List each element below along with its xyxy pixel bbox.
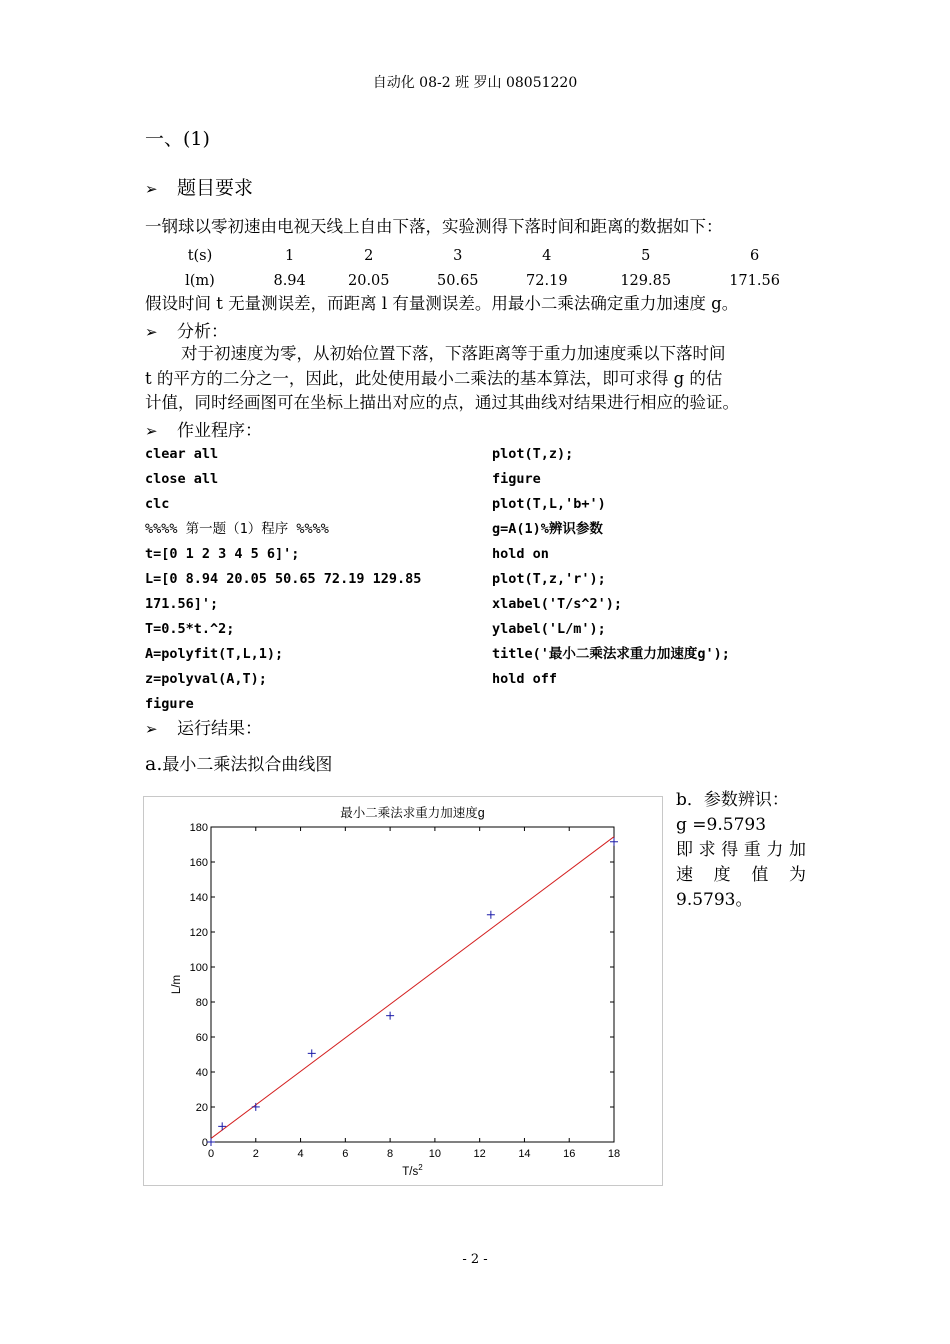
heading-requirements-text: 题目要求 xyxy=(177,177,254,199)
code-line: close all xyxy=(145,471,219,487)
data-table xyxy=(145,243,809,293)
table-label: l(m) xyxy=(185,272,215,289)
y-tick-label: 0 xyxy=(201,1137,208,1149)
page-header: 自动化 08-2 班 罗山 08051220 xyxy=(372,75,578,91)
code-line: %%%% 第一题（1）程序 %%%% xyxy=(145,521,329,537)
problem-text: 一钢球以零初速由电视天线上自由下落，实验测得下落时间和距离的数据如下： xyxy=(145,217,723,236)
code-line: L=[0 8.94 20.05 50.65 72.19 129.85 xyxy=(145,571,422,587)
y-axis-label: L/m xyxy=(171,974,183,995)
table-cell: 6 xyxy=(749,247,760,264)
table-cell: 129.85 xyxy=(620,272,672,289)
code-line: A=polyfit(T,L,1); xyxy=(145,646,284,662)
x-tick-label: 12 xyxy=(473,1148,486,1160)
table-row-t xyxy=(145,243,809,268)
result-a-caption xyxy=(145,750,332,775)
x-tick-label: 14 xyxy=(518,1148,531,1160)
code-line: ylabel('L/m'); xyxy=(492,621,606,637)
table-label: t(s) xyxy=(187,247,213,264)
analysis-line: 对于初速度为零，从初始位置下落，下落距离等于重力加速度乘以下落时间 xyxy=(181,344,726,363)
code-line: hold on xyxy=(492,546,549,562)
table-cell: 1 xyxy=(285,247,295,264)
code-line: t=[0 1 2 3 4 5 6]'; xyxy=(145,546,300,562)
table-cell: 2 xyxy=(364,247,374,264)
b-label: b．参数辨识： xyxy=(676,790,789,810)
arrow-bullet-icon: ➢ xyxy=(145,323,158,341)
result-a-text: 最小二乘法拟合曲线图 xyxy=(162,755,333,775)
code-line: xlabel('T/s^2'); xyxy=(492,596,623,612)
y-tick-label: 100 xyxy=(189,962,208,974)
y-tick-label: 60 xyxy=(195,1032,208,1044)
y-tick-label: 20 xyxy=(195,1102,208,1114)
plot-area xyxy=(211,827,614,1142)
code-line: figure xyxy=(492,471,541,487)
x-tick-label: 8 xyxy=(387,1148,394,1160)
y-tick-label: 80 xyxy=(195,997,208,1009)
table-cell: 4 xyxy=(542,247,552,264)
result-a-label: a. xyxy=(145,753,163,775)
y-tick-label: 140 xyxy=(189,892,208,904)
table-cell: 3 xyxy=(453,247,463,264)
table-cell: 171.56 xyxy=(729,272,780,289)
heading-analysis xyxy=(145,317,228,342)
y-tick-label: 120 xyxy=(189,927,208,939)
arrow-bullet-icon: ➢ xyxy=(145,720,158,738)
x-axis-label: $T/s^2$ xyxy=(402,1163,423,1178)
y-tick-label: 180 xyxy=(189,822,208,834)
analysis-line: t 的平方的二分之一，因此，此处使用最小二乘法的基本算法，即可求得 g 的估 xyxy=(145,368,723,388)
heading-results xyxy=(145,714,262,739)
g-value: g =9.5793 xyxy=(676,815,767,835)
arrow-bullet-icon: ➢ xyxy=(145,422,158,440)
code-line: plot(T,z,'r'); xyxy=(492,571,606,587)
heading-results-text: 运行结果： xyxy=(177,719,262,739)
fit-chart xyxy=(144,797,662,1185)
table-cell: 20.05 xyxy=(348,272,390,289)
code-line: T=0.5*t.^2; xyxy=(145,621,235,637)
x-tick-label: 18 xyxy=(607,1148,621,1160)
code-line: 171.56]'; xyxy=(145,596,219,612)
heading-program xyxy=(145,416,262,441)
y-tick-label: 160 xyxy=(189,857,208,869)
x-tick-label: 2 xyxy=(252,1148,259,1160)
code-line: clear all xyxy=(145,446,219,462)
x-tick-label: 16 xyxy=(563,1148,576,1160)
code-line: hold off xyxy=(492,671,558,687)
result-line: 9.5793。 xyxy=(676,890,753,910)
code-line: g=A(1)%辨识参数 xyxy=(492,521,603,537)
table-cell: 50.65 xyxy=(437,272,479,289)
code-line: plot(T,L,'b+') xyxy=(492,496,606,512)
page-number: - 2 - xyxy=(462,1252,488,1267)
chart-title: 最小二乘法求重力加速度g xyxy=(340,806,485,820)
x-tick-label: 6 xyxy=(342,1148,349,1160)
x-tick-label: 0 xyxy=(207,1148,215,1160)
table-row-l xyxy=(145,268,809,293)
figure-frame xyxy=(143,796,663,1186)
code-line: figure xyxy=(145,696,194,712)
analysis-line: 计值，同时经画图可在坐标上描出对应的点，通过其曲线对结果进行相应的验证。 xyxy=(145,393,739,412)
section-title: 一、(1) xyxy=(145,128,210,150)
table-cell: 8.94 xyxy=(273,272,306,289)
code-line: title('最小二乘法求重力加速度g'); xyxy=(492,646,730,662)
heading-analysis-text: 分析： xyxy=(177,322,228,342)
x-tick-label: 4 xyxy=(297,1148,304,1160)
y-tick-label: 40 xyxy=(195,1067,208,1079)
arrow-bullet-icon: ➢ xyxy=(145,180,158,198)
assumption-text: 假设时间 t 无量测误差，而距离 l 有量测误差。用最小二乘法确定重力加速度 g。 xyxy=(145,294,739,313)
heading-program-text: 作业程序： xyxy=(177,421,262,441)
table-cell: 72.19 xyxy=(526,272,568,289)
table-cell: 5 xyxy=(641,247,651,264)
parameter-box xyxy=(676,788,806,913)
result-line: 即求得重力加 xyxy=(676,840,806,860)
result-line: 速 度 值 为 xyxy=(676,865,806,885)
heading-requirements xyxy=(145,173,253,200)
code-line: plot(T,z); xyxy=(492,446,574,462)
analysis-paragraph xyxy=(145,342,809,416)
code-line: clc xyxy=(145,496,170,512)
x-tick-label: 10 xyxy=(428,1148,442,1160)
code-line: z=polyval(A,T); xyxy=(145,671,267,687)
